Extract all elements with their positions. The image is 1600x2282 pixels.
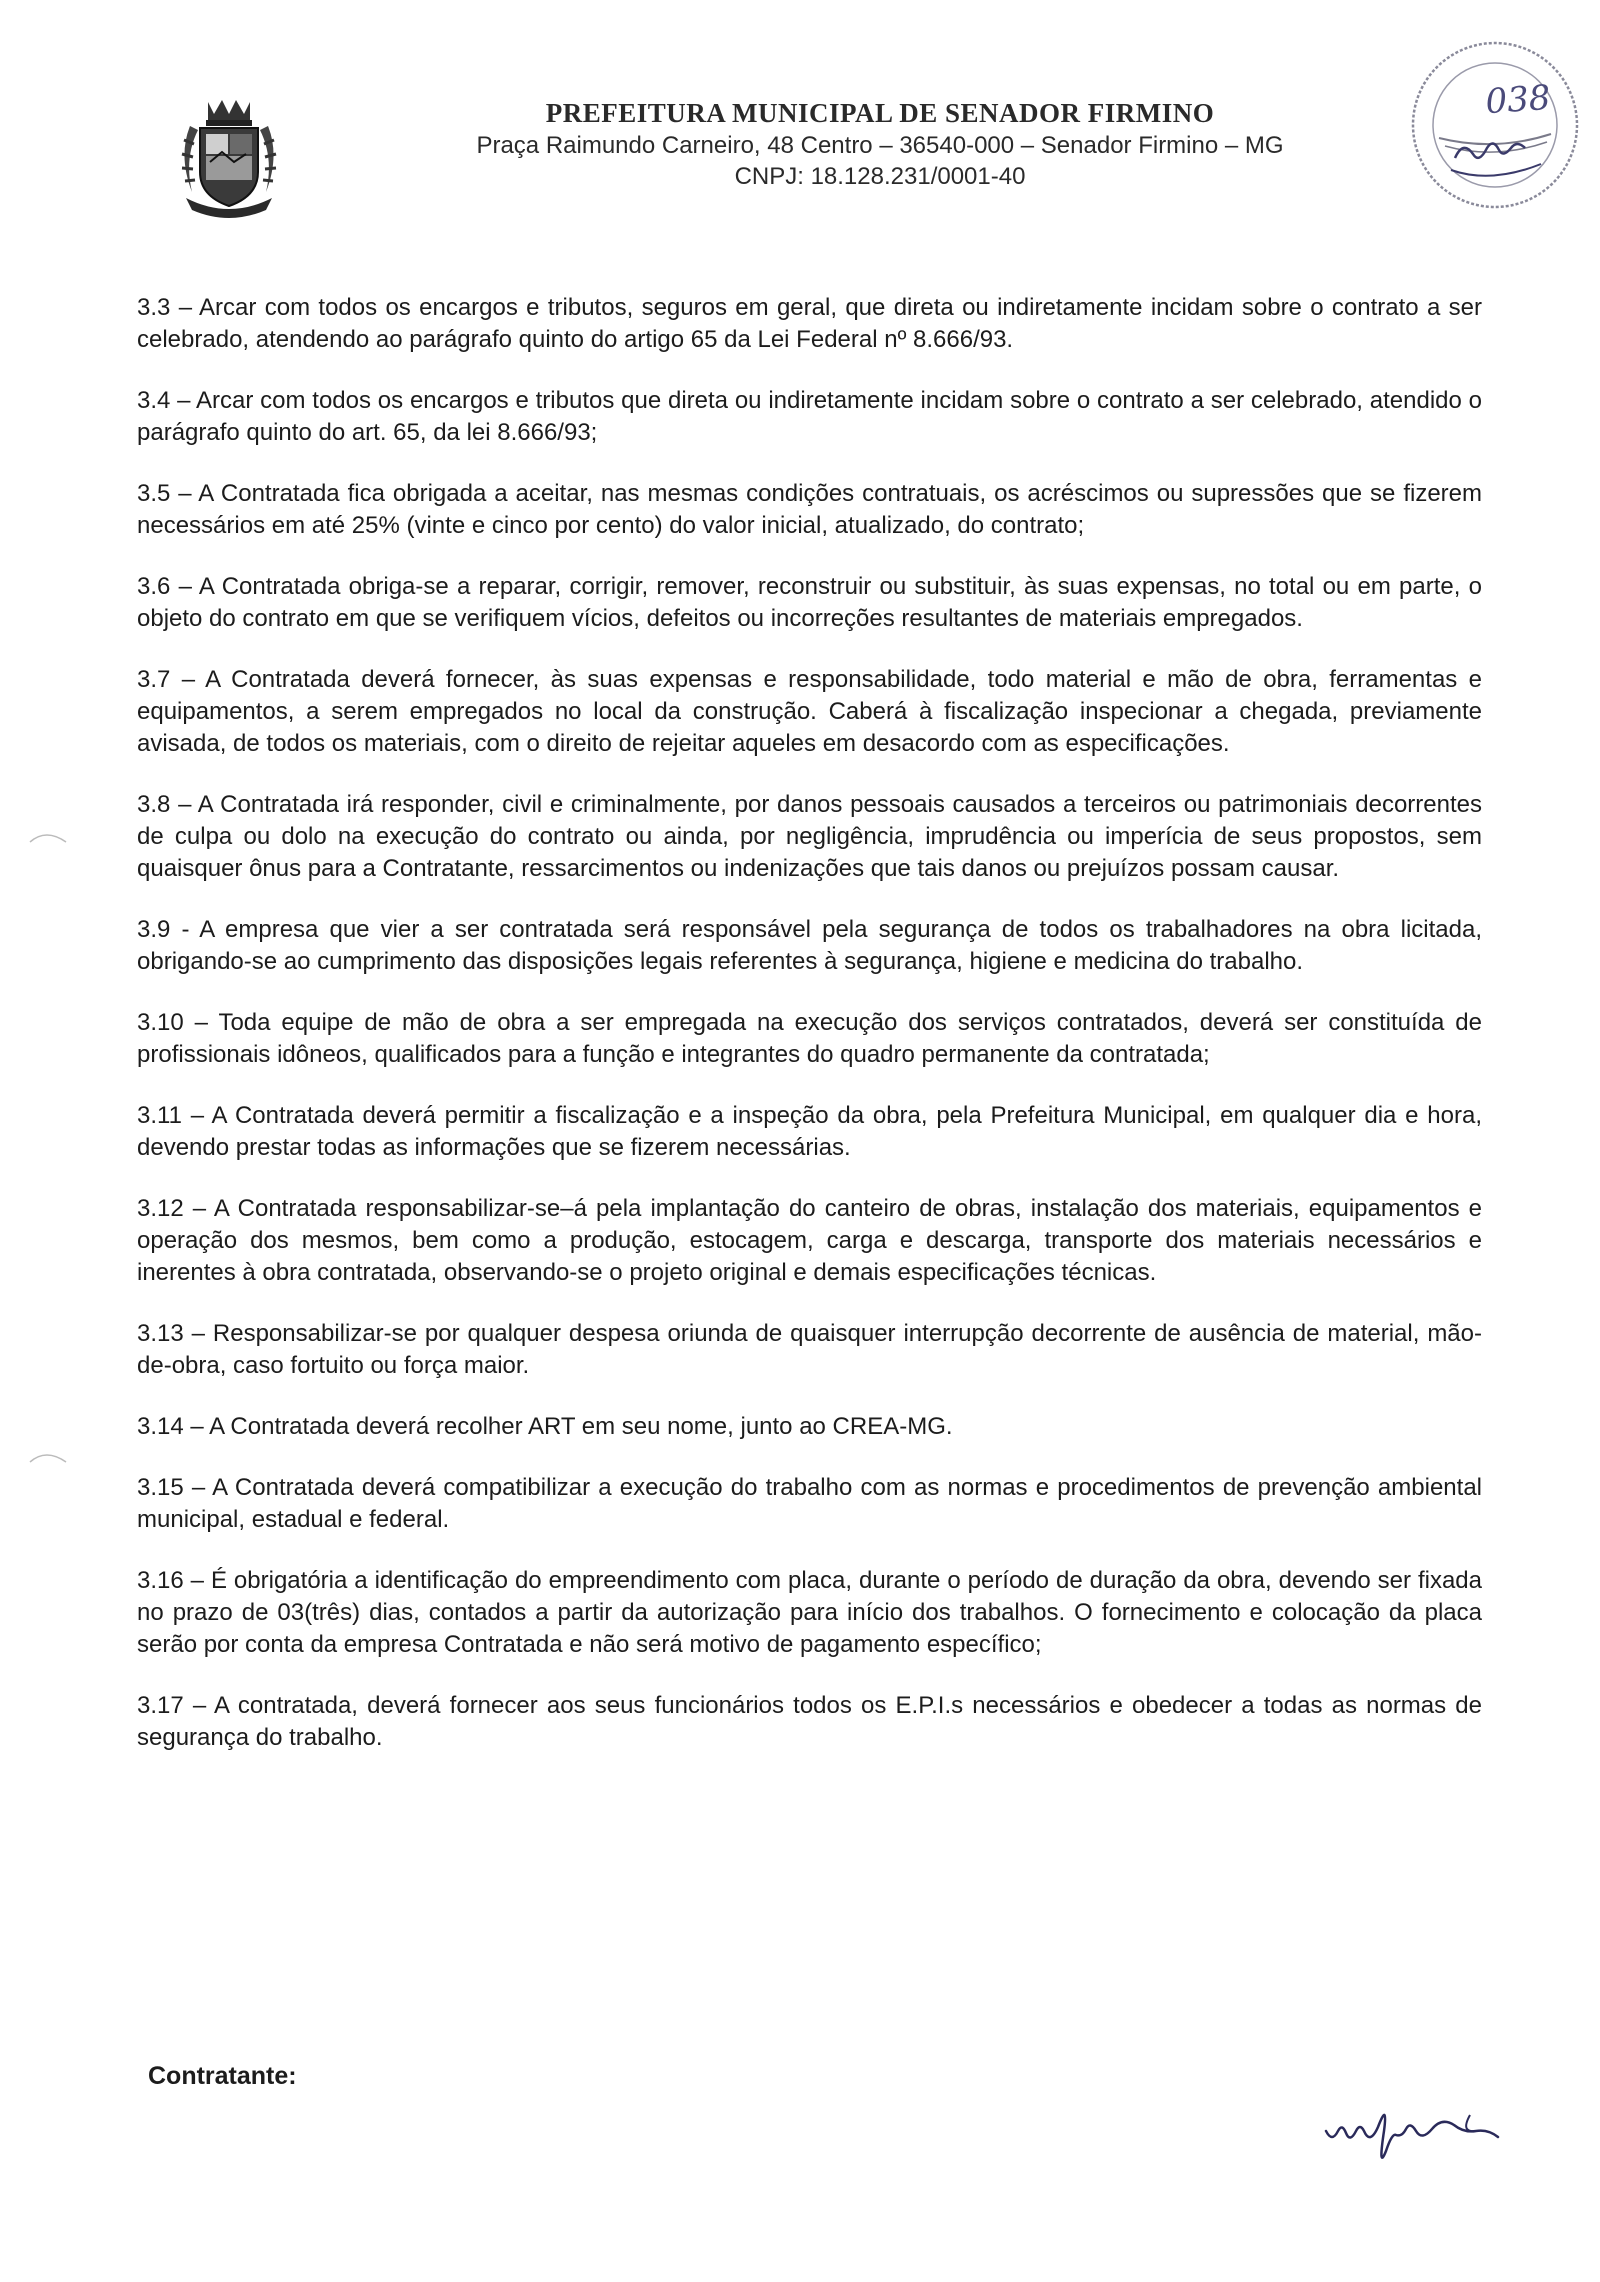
municipal-crest-icon (170, 96, 288, 218)
clause-3-12: 3.12 – A Contratada responsabilizar-se–á pela implantação do canteiro de obras, instalação dos materiais, equipamentos e operação dos mesmos, bem como a produção, estocagem, carga e descarga, transporte dos materiais necessários e inerentes à obra contratada, observando-se o projeto original e demais especificações técnicas. (137, 1195, 1482, 1286)
clause-3-3: 3.3 – Arcar com todos os encargos e tributos, seguros em geral, que direta ou indiretamente incidam sobre o contrato a ser celebrado, atendendo ao parágrafo quinto do artigo 65 da Lei Federal nº 8.666/93. (137, 294, 1482, 353)
clause-3-13: 3.13 – Responsabilizar-se por qualquer despesa oriunda de quaisquer interrupção decorrente de ausência de material, mão-de-obra, caso fortuito ou força maior. (137, 1320, 1482, 1379)
clause-3-5: 3.5 – A Contratada fica obrigada a aceitar, nas mesmas condições contratuais, os acréscimos ou supressões que se fizerem necessários em até 25% (vinte e cinco por cento) do valor inicial, atualizado, do contrato; (137, 480, 1482, 539)
organization-name: PREFEITURA MUNICIPAL DE SENADOR FIRMINO (545, 98, 1215, 128)
clause-3-9: 3.9 - A empresa que vier a ser contratada será responsável pela segurança de todos os trabalhadores na obra licitada, obrigando-se ao cumprimento das disposições legais referentes à segurança, higiene e medicina do trabalho. (137, 916, 1482, 975)
clause-3-14: 3.14 – A Contratada deverá recolher ART em seu nome, junto ao CREA-MG. (137, 1413, 953, 1440)
organization-cnpj: CNPJ: 18.128.231/0001-40 (734, 163, 1026, 190)
margin-mark-icon (28, 830, 68, 846)
contract-clauses (137, 292, 1482, 1783)
margin-mark-icon (28, 1450, 68, 1466)
page-stamp-icon (1385, 30, 1585, 220)
clause-3-17: 3.17 – A contratada, deverá fornecer aos seus funcionários todos os E.P.I.s necessários e obedecer a todas as normas de segurança do trabalho. (137, 1692, 1482, 1751)
clause-3-7: 3.7 – A Contratada deverá fornecer, às suas expensas e responsabilidade, todo material e mão de obra, ferramentas e equipamentos, a serem empregados no local da construção. Caberá à fiscalização inspecionar a chegada, previamente avisada, de todos os materiais, com o direito de rejeitar aqueles em desacordo com as especificações. (137, 666, 1482, 757)
clause-3-4: 3.4 – Arcar com todos os encargos e tributos que direta ou indiretamente incidam sobre o contrato a ser celebrado, atendido o parágrafo quinto do art. 65, da lei 8.666/93; (137, 387, 1482, 446)
clause-3-16: 3.16 – É obrigatória a identificação do empreendimento com placa, durante o período de duração da obra, devendo ser fixada no prazo de 03(três) dias, contados a partir da autorização para início dos trabalhos. O fornecimento e colocação da placa serão por conta da empresa Contratada e não será motivo de pagamento específico; (137, 1567, 1482, 1658)
clause-3-10: 3.10 – Toda equipe de mão de obra a ser empregada na execução dos serviços contratados, deverá ser constituída de profissionais idôneos, qualificados para a função e integrantes do quadro permanente da contratada; (137, 1009, 1482, 1068)
clause-3-11: 3.11 – A Contratada deverá permitir a fiscalização e a inspeção da obra, pela Prefeitura Municipal, em qualquer dia e hora, devendo prestar todas as informações que se fizerem necessárias. (137, 1102, 1482, 1161)
contratante-label: Contratante: (148, 2062, 297, 2090)
clause-3-6: 3.6 – A Contratada obriga-se a reparar, corrigir, remover, reconstruir ou substituir, às suas expensas, no total ou em parte, o objeto do contrato em que se verifiquem vícios, defeitos ou incorreções resultantes de materiais empregados. (137, 573, 1482, 632)
stamp-page-number: 038 (1484, 77, 1552, 123)
clause-3-8: 3.8 – A Contratada irá responder, civil e criminalmente, por danos pessoais causados a terceiros ou patrimoniais decorrentes de culpa ou dolo na execução do contrato ou ainda, por negligência, imprudência ou imperícia de seus propostos, sem quaisquer ônus para a Contratante, ressarcimentos ou indenizações que tais danos ou prejuízos possam causar. (137, 791, 1482, 882)
handwritten-initials-icon (1320, 2085, 1550, 2175)
clause-3-15: 3.15 – A Contratada deverá compatibilizar a execução do trabalho com as normas e procedimentos de prevenção ambiental municipal, estadual e federal. (137, 1474, 1482, 1533)
letterhead (380, 96, 1380, 192)
organization-address: Praça Raimundo Carneiro, 48 Centro – 36540-000 – Senador Firmino – MG (476, 132, 1284, 159)
